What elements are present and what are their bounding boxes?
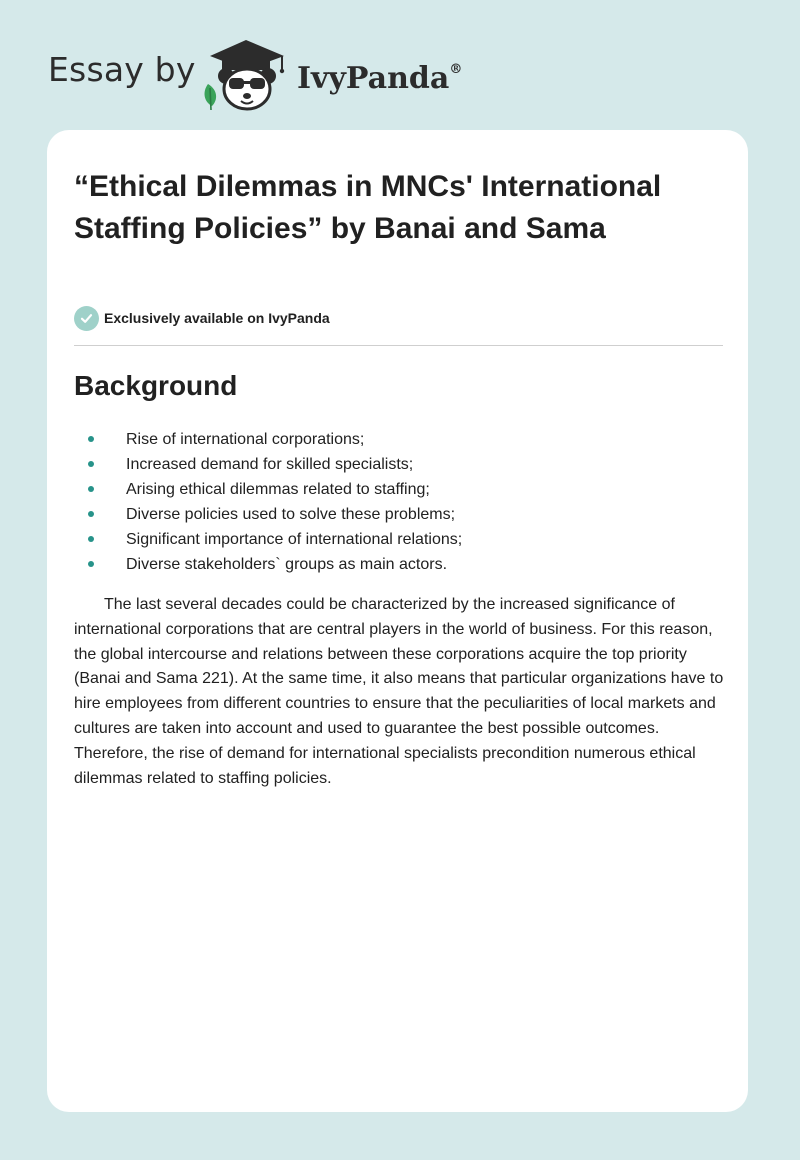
brand-name[interactable] [297,56,462,97]
list-item-text: Rise of international corporations; [126,431,365,448]
list-item [74,552,714,577]
exclusive-label: Exclusively available on IvyPanda [104,310,330,326]
exclusive-badge [74,305,330,331]
body-paragraph: The last several decades could be characterized by the increased significance of international corporations that are central players in the world of business. For this reason, the global intercourse and relations between these corporations acquire the top priority (Banai and Sama 221). At the same time, it also means that particular organizations have to hire employees from different countries to ensure that the peculiarities of local markets and cultures are taken into account and used to guarantee the best possible outcomes. Therefore, the rise of demand for international specialists precondition numerous ethical dilemmas related to staffing policies. [74,596,724,787]
panda-logo-icon[interactable] [198,36,294,112]
background-bullet-list [74,427,714,577]
registered-mark: ® [449,62,463,77]
check-icon [74,306,99,331]
list-item [74,477,714,502]
section-heading: Background [74,370,238,401]
list-item [74,502,714,527]
bullet-dot-icon [88,561,94,567]
bullet-dot-icon [88,536,94,542]
list-item-text: Arising ethical dilemmas related to staffing; [126,481,430,498]
bullet-dot-icon [88,461,94,467]
bullet-dot-icon [88,486,94,492]
bullet-dot-icon [88,511,94,517]
list-item-text: Diverse stakeholders` groups as main actors. [126,556,448,573]
list-item-text: Diverse policies used to solve these problems; [126,506,456,523]
bullet-dot-icon [88,436,94,442]
brand-prefix: Essay by [48,50,196,89]
list-item [74,452,714,477]
brand-name-text: IvyPanda [297,61,450,96]
list-item [74,527,714,552]
essay-card [47,130,748,1112]
site-header [0,0,800,130]
list-item-text: Increased demand for skilled specialists; [126,456,414,473]
essay-title: “Ethical Dilemmas in MNCs' International Staffing Policies” by Banai and Sama [74,170,662,245]
list-item [74,427,714,452]
title-divider [74,345,723,346]
list-item-text: Significant importance of international relations; [126,531,463,548]
